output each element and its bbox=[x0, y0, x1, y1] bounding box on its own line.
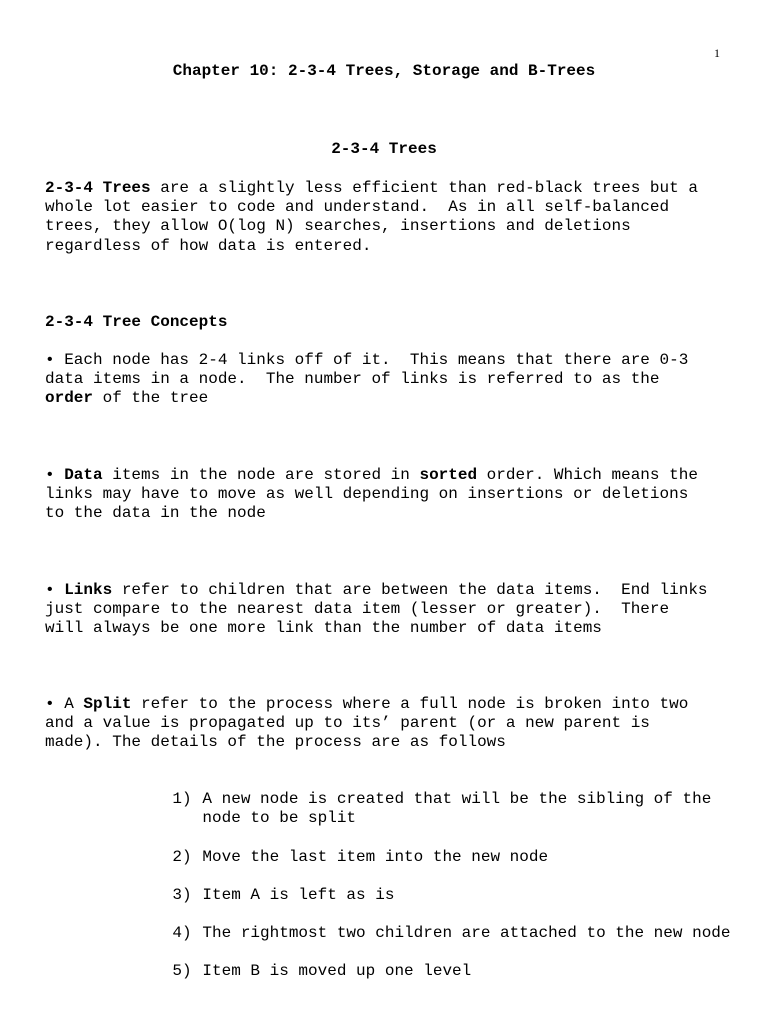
split-step-number: 5) bbox=[172, 962, 192, 981]
bullet-split-line-1: refer to the process where a full node is broken into two bbox=[131, 695, 689, 713]
section-title: 2-3-4 Trees bbox=[331, 140, 437, 158]
split-step-text: The rightmost two children are attached to the new node bbox=[202, 924, 731, 943]
bullet-data-line-3: to the data in the node bbox=[45, 504, 266, 523]
bullet-links-prefix: • bbox=[45, 581, 65, 599]
split-step-text: Item A is left as is bbox=[202, 886, 395, 905]
intro-line-3: trees, they allow O(log N) searches, insertions and deletions bbox=[45, 217, 631, 236]
bullet-data-mid: items in the node are stored in bbox=[102, 466, 420, 484]
bullet-data-items bbox=[45, 466, 735, 524]
bullet-split-line-2: and a value is propagated up to its’ parent (or a new parent is bbox=[45, 714, 650, 733]
split-term: Split bbox=[83, 695, 132, 713]
split-step-number: 4) bbox=[172, 924, 192, 943]
intro-line-2: whole lot easier to code and understand. As in all self-balanced bbox=[45, 198, 670, 217]
split-step-number: 2) bbox=[172, 848, 192, 867]
split-step-text: Item B is moved up one level bbox=[202, 962, 472, 981]
bullet-node-links-line-1: • Each node has 2-4 links off of it. This means that there are 0-3 bbox=[45, 351, 689, 369]
intro-paragraph bbox=[45, 179, 735, 256]
concepts-heading: 2-3-4 Tree Concepts bbox=[45, 313, 228, 331]
data-term: Data bbox=[64, 466, 103, 484]
bullet-data-prefix: • bbox=[45, 466, 65, 484]
bullet-data-line-2: links may have to move as well depending on insertions or deletions bbox=[45, 485, 689, 504]
split-step bbox=[134, 943, 754, 1001]
bullet-split bbox=[45, 695, 735, 753]
split-step-number: 1) bbox=[172, 790, 192, 809]
bullet-data-line-1: order. Which means the bbox=[477, 466, 698, 484]
split-step-number: 3) bbox=[172, 886, 192, 905]
bullet-links-line-2: just compare to the nearest data item (lesser or greater). There bbox=[45, 600, 670, 619]
chapter-title: Chapter 10: 2-3-4 Trees, Storage and B-Trees bbox=[172, 62, 596, 80]
intro-term: 2-3-4 Trees bbox=[45, 179, 151, 197]
bullet-node-links-line-3: of the tree bbox=[93, 389, 209, 408]
split-step-text: Move the last item into the new node bbox=[202, 848, 549, 867]
bullet-links-line-3: will always be one more link than the number of data items bbox=[45, 619, 602, 638]
bullet-links bbox=[45, 581, 735, 639]
links-term: Links bbox=[64, 581, 113, 599]
bullet-split-prefix: • A bbox=[45, 695, 84, 713]
split-step-text: A new node is created that will be the sibling of the node to be split bbox=[202, 790, 712, 828]
bullet-split-line-3: made). The details of the process are as follows bbox=[45, 733, 506, 752]
order-term: order bbox=[45, 389, 94, 408]
sorted-term: sorted bbox=[419, 466, 478, 484]
page-number: 1 bbox=[714, 46, 720, 60]
intro-line-4: regardless of how data is entered. bbox=[45, 236, 372, 255]
bullet-links-line-1: refer to children that are between the data items. End links bbox=[112, 581, 708, 599]
bullet-node-links bbox=[45, 351, 735, 409]
intro-line-1: are a slightly less efficient than red-black trees but a bbox=[150, 179, 698, 197]
bullet-node-links-line-2: data items in a node. The number of links is referred to as the bbox=[45, 370, 660, 389]
